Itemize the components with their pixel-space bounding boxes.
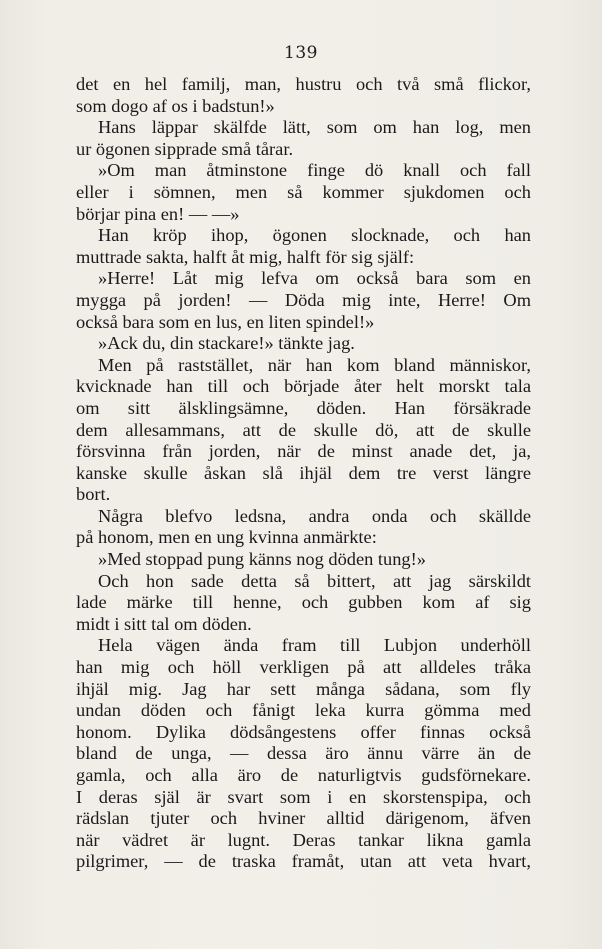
text-line: »Ack du, din stackare!» tänkte jag. [98, 333, 355, 354]
text-line: på honom, men en ung kvinna anmärkte: [76, 527, 377, 548]
text-line: försvinna från jorden, när de minst anade det, ja, [76, 441, 531, 462]
text-line: muttrade sakta, halft åt mig, halft för sig själf: [76, 246, 415, 267]
text-line: bland de unga, — dessa äro ännu värre än de [76, 743, 531, 764]
text-line: gamla, och alla äro de naturligtvis gudsförnekare. [76, 765, 531, 785]
text-line: undan döden och fånigt leka kurra gömma med [76, 700, 531, 721]
text-line: honom. Dylika dödsångestens offer finnas också [76, 721, 531, 742]
text-line: mygga på jorden! — Döda mig inte, Herre! Om [76, 289, 531, 310]
text-line: Han kröp ihop, ögonen slocknade, och han [98, 225, 531, 246]
text-line: det en hel familj, man, hustru och två små flickor, [76, 74, 531, 94]
text-line: lade märke till henne, och gubben kom af sig [76, 592, 531, 613]
text-line: Hela vägen ända fram till Lubjon underhöll [98, 635, 531, 656]
text-line: Men på raststället, när han kom bland människor, [98, 354, 531, 375]
text-line: om sitt älsklingsämne, döden. Han försäkrade [76, 397, 531, 418]
text-line: pilgrimer, — de traska framåt, utan att veta hvart, [76, 851, 531, 872]
text-line: midt i sitt tal om döden. [76, 613, 252, 634]
text-line: »Om man åtminstone finge dö knall och fall [98, 160, 531, 181]
text-line: eller i sömnen, men så kommer sjukdomen och [76, 181, 531, 202]
page-number: 139 [284, 43, 318, 63]
text-line: han mig och höll verkligen på att alldeles tråka [76, 657, 531, 678]
text-line: när vädret är lugnt. Deras tankar likna gamla [76, 829, 531, 850]
body-text [76, 74, 531, 873]
text-line: »Herre! Låt mig lefva om också bara som en [98, 268, 531, 289]
text-line: rädslan tjuter och hviner alltid därigenom, äfven [76, 808, 531, 829]
text-line: Och hon sade detta så bittert, att jag särskildt [98, 570, 531, 591]
text-line: som dogo af os i badstun!» [76, 95, 275, 116]
text-line: »Med stoppad pung känns nog döden tung!» [98, 549, 426, 570]
text-line: börjar pina en! — —» [76, 203, 240, 224]
text-line: bort. [76, 484, 111, 505]
text-line: ur ögonen sipprade små tårar. [76, 138, 294, 159]
text-line: också bara som en lus, en liten spindel!» [76, 311, 375, 332]
text-line: kanske skulle åskan slå ihjäl dem tre verst längre [76, 462, 531, 483]
text-line: Hans läppar skälfde lätt, som om han log, men [98, 117, 531, 138]
text-line: ihjäl mig. Jag har sett många sådana, som fly [76, 678, 531, 699]
text-line: I deras själ är svart som i en skorstenspipa, och [76, 786, 531, 807]
text-line: Några blefvo ledsna, andra onda och skällde [98, 505, 531, 526]
text-line: dem allesammans, att de skulle dö, att de skulle [76, 419, 531, 440]
text-line: kvicknade han till och började åter helt morskt tala [76, 376, 531, 397]
